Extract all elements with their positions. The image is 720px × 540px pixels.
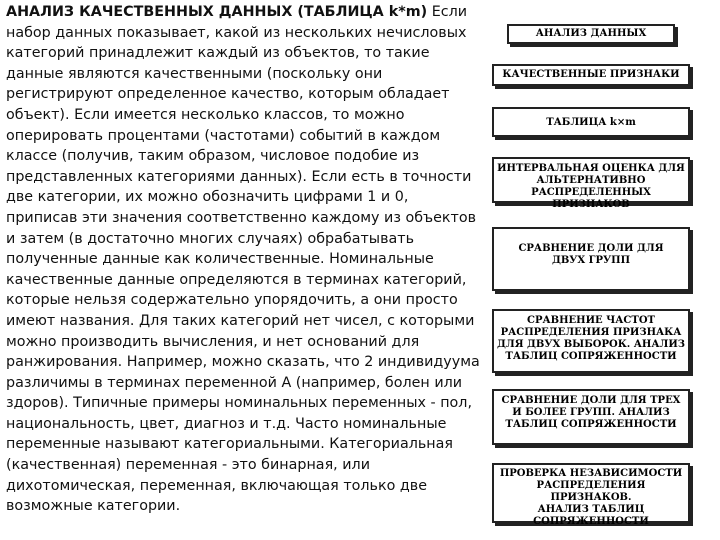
box-table-km: [492, 107, 690, 137]
box-independence-test: [492, 463, 690, 527]
box-compare-frequencies: [492, 309, 690, 373]
box-line: ПРОВЕРКА НЕЗАВИСИМОСТИ: [499, 468, 683, 479]
box-line: ДЛЯ ДВУХ ВЫБОРОК. АНАЛИЗ: [497, 339, 685, 350]
heading-lead: АНАЛИЗ КАЧЕСТВЕННЫХ ДАННЫХ (ТАБЛИЦА k*m): [6, 4, 428, 20]
box-data-analysis: [507, 24, 675, 44]
box-line: СРАВНЕНИЕ ДОЛИ ДЛЯ ТРЕХ: [501, 395, 681, 406]
box-line: СОПРЯЖЕННОСТИ: [533, 516, 649, 527]
body-text: Если набор данных показывает, какой из нескольких нечисловых категорий принадлежит каждый из объектов, то такие данные являются качественными (поскольку они регистрируют определенное качество, которым обладает объект). Если имеется несколько классов, то можно оперировать процентами (частотами) событий в каждом классе (получив, таким образом, числовое подобие из представленных категориями данных). Если есть в точности две категории, их можно обозначить цифрами 1 и 0, приписав эти значения соответственно каждому из объектов и затем (в достаточно многих случаях) обрабатывать полученные данные как количественные. Номинальные качественные данные определяются в терминах категорий, которые нельзя содержательно упорядочить, а они просто имеют названия. Для таких категорий нет чисел, с которыми можно производить вычисления, и нет оснований для ранжирования. Например, можно сказать, что 2 индивидуума различимы в терминах переменной А (например, болен или здоров). Типичные примеры номинальных переменных - пол, национальность, цвет, диагноз и т.д. Часто номинальные переменные называют категориальными. Категориальная (качественная) переменная - это бинарная, или дихотомическая, переменная, включающая только две возможные категории.: [6, 4, 480, 515]
box-line: ТАБЛИЦ СОПРЯЖЕННОСТИ: [505, 419, 677, 430]
box-line: СРАВНЕНИЕ ДОЛИ ДЛЯ: [518, 243, 664, 254]
box-line: ТАБЛИЦ СОПРЯЖЕННОСТИ: [505, 351, 677, 362]
box-line: РАСПРЕДЕЛЕНИЯ ПРИЗНАКА: [500, 327, 682, 338]
box-line: ДВУХ ГРУПП: [551, 255, 631, 266]
box-compare-three-groups: [492, 389, 690, 445]
box-line: СРАВНЕНИЕ ЧАСТОТ: [527, 315, 655, 326]
box-qualitative-features: [492, 64, 690, 86]
main-paragraph: [6, 2, 484, 517]
box-line: И БОЛЕЕ ГРУПП. АНАЛИЗ: [512, 407, 670, 418]
box-line: АНАЛИЗ ТАБЛИЦ: [537, 504, 645, 515]
box-line: РАСПРЕДЕЛЕНИЯ ПРИЗНАКОВ.: [536, 480, 646, 503]
box-line: ТАБЛИЦА k×m: [546, 117, 636, 128]
box-interval-estimate: [492, 157, 690, 210]
main-text: [6, 2, 484, 517]
box-line: АНАЛИЗ ДАННЫХ: [535, 28, 647, 39]
box-line: КАЧЕСТВЕННЫЕ ПРИЗНАКИ: [502, 69, 680, 80]
box-line: АЛЬТЕРНАТИВНО: [536, 175, 646, 186]
box-line: РАСПРЕДЕЛЕННЫХ ПРИЗНАКОВ: [531, 187, 651, 210]
box-line: ИНТЕРВАЛЬНАЯ ОЦЕНКА ДЛЯ: [497, 163, 685, 174]
box-compare-two-groups: [492, 227, 690, 291]
